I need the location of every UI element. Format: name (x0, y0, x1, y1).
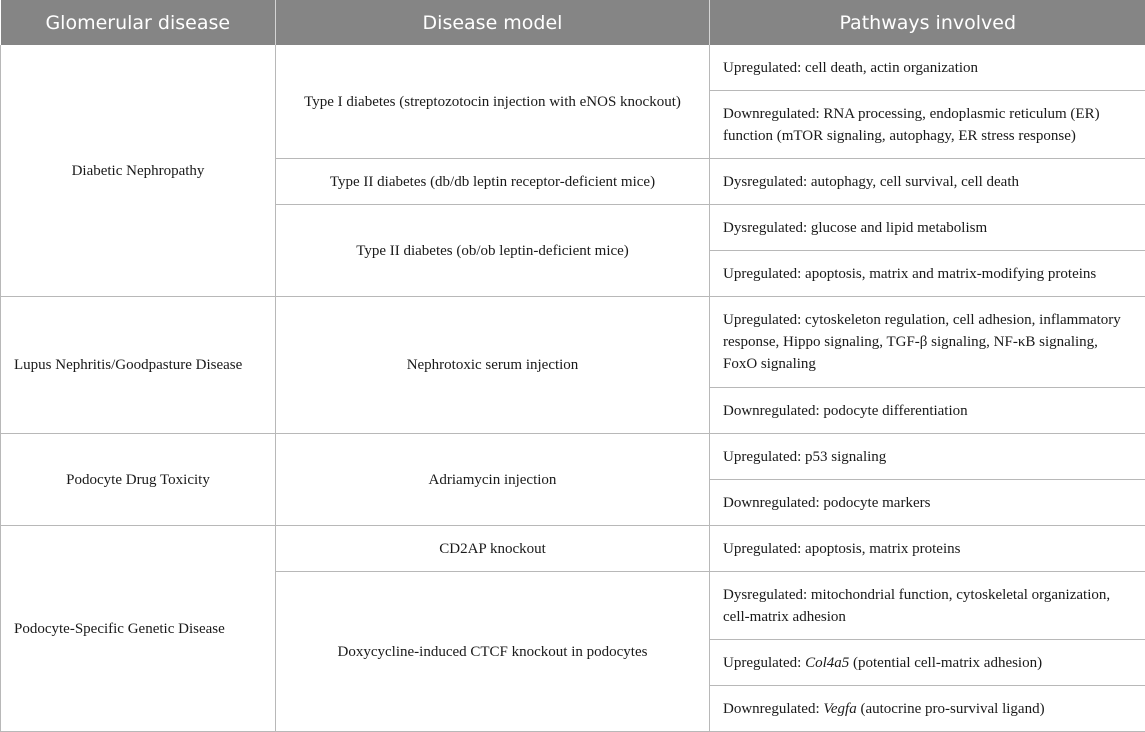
pathway-cell: Upregulated: cytoskeleton regulation, cell adhesion, inflammatory response, Hippo signaling, TGF-β signaling, NF-κB signaling, FoxO signaling (710, 297, 1145, 388)
gene-name: Col4a5 (805, 655, 849, 671)
model-cell: Type II diabetes (ob/ob leptin-deficient mice) (276, 205, 710, 297)
model-cell: Nephrotoxic serum injection (276, 297, 710, 434)
pathway-cell: Upregulated: p53 signaling (710, 434, 1145, 480)
pathway-cell: Downregulated: podocyte markers (710, 480, 1145, 526)
pathway-prefix: Downregulated: (723, 701, 823, 717)
pathway-cell: Dysregulated: mitochondrial function, cytoskeletal organization, cell-matrix adhesion (710, 572, 1145, 640)
pathway-suffix: (autocrine pro-survival ligand) (857, 701, 1045, 717)
pathway-cell: Downregulated: podocyte differentiation (710, 388, 1145, 434)
table-row (1, 526, 1145, 572)
pathway-cell (710, 640, 1145, 686)
pathway-cell: Upregulated: apoptosis, matrix and matrix-modifying proteins (710, 251, 1145, 297)
model-cell: Type I diabetes (streptozotocin injection with eNOS knockout) (276, 45, 710, 159)
disease-cell: Lupus Nephritis/Goodpasture Disease (1, 297, 276, 434)
model-cell: Adriamycin injection (276, 434, 710, 526)
model-cell: CD2AP knockout (276, 526, 710, 572)
pathway-suffix: (potential cell-matrix adhesion) (849, 655, 1042, 671)
header-pathways-involved: Pathways involved (710, 0, 1145, 45)
disease-cell: Podocyte Drug Toxicity (1, 434, 276, 526)
pathway-cell: Upregulated: cell death, actin organization (710, 45, 1145, 91)
table-header (1, 0, 1145, 45)
model-cell: Type II diabetes (db/db leptin receptor-deficient mice) (276, 159, 710, 205)
table-row (1, 297, 1145, 388)
pathway-cell: Downregulated: RNA processing, endoplasmic reticulum (ER) function (mTOR signaling, autophagy, ER stress response) (710, 91, 1145, 159)
disease-cell: Diabetic Nephropathy (1, 45, 276, 297)
header-disease-model: Disease model (276, 0, 710, 45)
pathway-cell: Dysregulated: autophagy, cell survival, cell death (710, 159, 1145, 205)
pathway-prefix: Upregulated: (723, 655, 805, 671)
table-row (1, 434, 1145, 480)
model-cell: Doxycycline-induced CTCF knockout in podocytes (276, 572, 710, 732)
table-body (1, 45, 1145, 732)
table-row (1, 45, 1145, 91)
pathway-cell (710, 686, 1145, 732)
disease-cell: Podocyte-Specific Genetic Disease (1, 526, 276, 732)
gene-name: Vegfa (823, 701, 856, 717)
header-glomerular-disease: Glomerular disease (1, 0, 276, 45)
pathway-cell: Dysregulated: glucose and lipid metabolism (710, 205, 1145, 251)
pathway-cell: Upregulated: apoptosis, matrix proteins (710, 526, 1145, 572)
